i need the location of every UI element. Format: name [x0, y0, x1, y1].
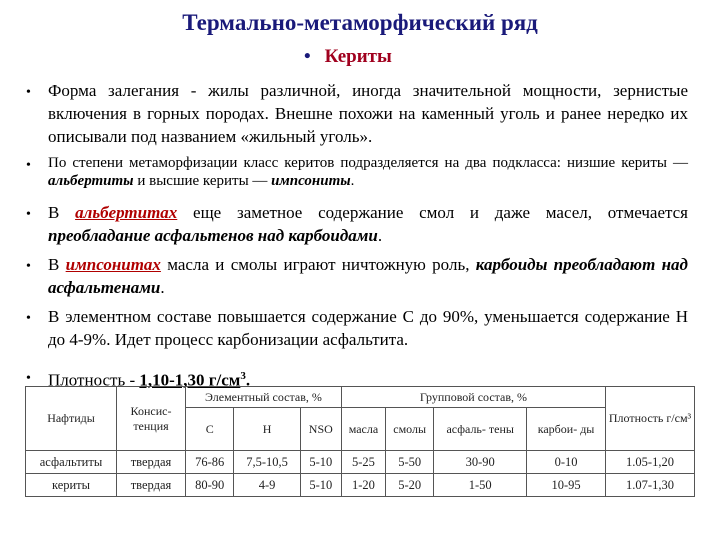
table-subheader: C [186, 408, 234, 451]
term-impsonity: импсониты [271, 173, 351, 189]
table-cell: 5-20 [385, 474, 433, 497]
table-subheader: карбои- ды [527, 408, 606, 451]
table-cell: 5-50 [385, 451, 433, 474]
table-cell: 1.05-1,20 [606, 451, 695, 474]
emphasis-carboids: карбоиды преобладают над асфальтенами [48, 255, 688, 297]
table-cell: 7,5-10,5 [234, 451, 300, 474]
subtitle-text: Кериты [324, 46, 392, 67]
table-header: Элементный состав, % [186, 387, 342, 408]
table-header: Нафтиды [26, 387, 117, 451]
paragraph-occurrence: Форма залегания - жилы различной, иногда значительной мощности, зернистые включения в горных породах. Внешне похожи на каменный уголь и ранее нередко их описывали под названием «жильный уголь». [48, 81, 688, 146]
paragraph-albertity: В альбертитах еще заметное содержание смол и даже масел, отмечается преобладание асфальтенов над карбоидами. [48, 203, 688, 245]
paragraph-composition: В элементном составе повышается содержание С до 90%, уменьшается содержание Н до 4-9%. Идет процесс карбонизации асфальтита. [48, 307, 688, 349]
bullet-icon: • [26, 311, 31, 326]
density-value: 1,10-1,30 г/см [139, 370, 241, 390]
term-albertity: альбертиты [48, 173, 134, 189]
table-subheader: NSO [300, 408, 341, 451]
table-cell: 1.07-1,30 [606, 474, 695, 497]
paragraph-density: Плотность - 1,10-1,30 $г/см^3$. [48, 370, 251, 390]
term-albertitah: альбертитах [75, 203, 178, 222]
subtitle [304, 46, 392, 68]
table-cell: кериты [26, 474, 117, 497]
table-cell: 5-10 [300, 474, 341, 497]
table-cell: 80-90 [186, 474, 234, 497]
table-cell: 5-25 [341, 451, 385, 474]
slide-title: Термально-метаморфический ряд [182, 10, 538, 35]
bullet-icon: • [304, 46, 311, 67]
table-subheader: асфаль- тены [434, 408, 527, 451]
table-cell: 1-20 [341, 474, 385, 497]
table-row [26, 474, 695, 497]
table-header: Консис- тенция [117, 387, 186, 451]
table-subheader: масла [341, 408, 385, 451]
table-header: Плотность г/см³ [606, 387, 695, 451]
table-cell: 10-95 [527, 474, 606, 497]
term-impsonitah: импсонитах [65, 255, 161, 274]
table-cell: 0-10 [527, 451, 606, 474]
paragraph-subclasses: По степени метаморфизации класс керитов подразделяется на два подкласса: низшие кериты — альбертиты и высшие кериты — импсониты. [48, 155, 688, 189]
table-subheader: смолы [385, 408, 433, 451]
table-cell: 5-10 [300, 451, 341, 474]
bullet-icon: • [26, 207, 31, 222]
paragraph-impsonity: В импсонитах масла и смолы играют ничтожную роль, карбоиды преобладают над асфальтенами. [48, 255, 688, 297]
table-cell: 4-9 [234, 474, 300, 497]
table-header: Групповой состав, % [341, 387, 605, 408]
bullet-icon: • [26, 371, 31, 386]
bullet-icon: • [26, 158, 31, 173]
bullet-icon: • [26, 85, 31, 100]
table-cell: 30-90 [434, 451, 527, 474]
bullet-icon: • [26, 259, 31, 274]
table-subheader: H [234, 408, 300, 451]
table-cell: асфальтиты [26, 451, 117, 474]
table-cell: твердая [117, 451, 186, 474]
properties-table [25, 386, 695, 497]
emphasis-asphaltenes: преобладание асфальтенов над карбоидами [48, 226, 378, 245]
table-cell: твердая [117, 474, 186, 497]
table-row [26, 451, 695, 474]
table-cell: 76-86 [186, 451, 234, 474]
table-cell: 1-50 [434, 474, 527, 497]
